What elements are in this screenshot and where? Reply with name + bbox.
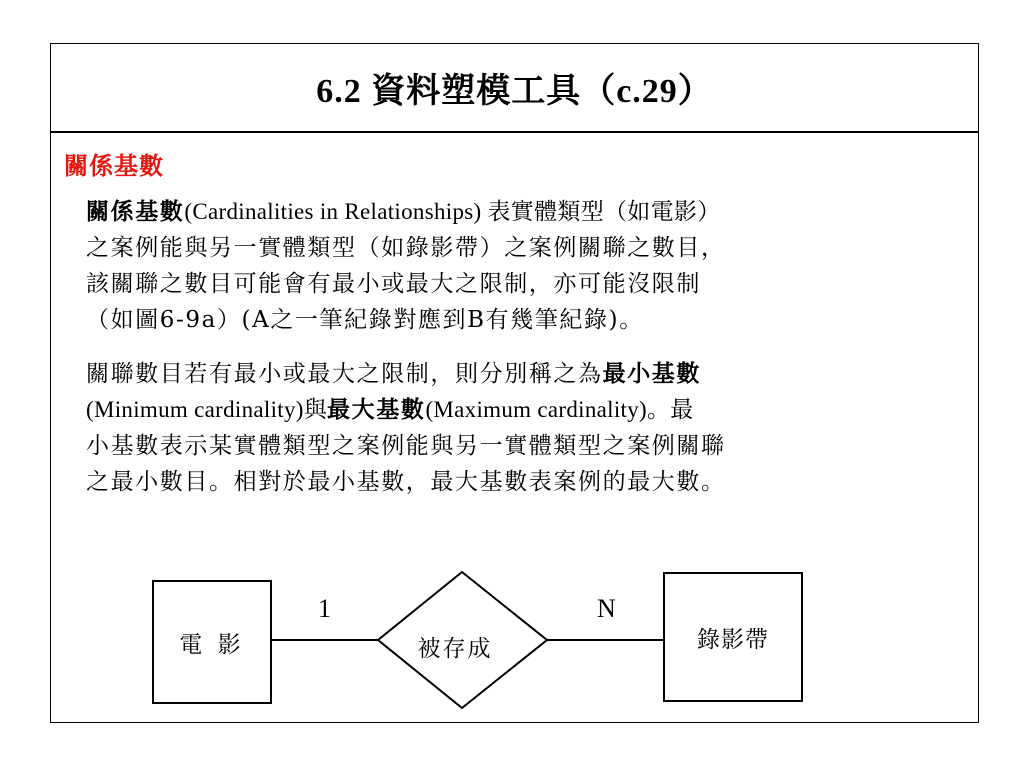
paragraph2-line2-a: (Minimum cardinality)與 (86, 397, 328, 422)
page-title: 6.2 資料塑模工具（c.29） (316, 73, 713, 110)
paragraph2-line4: 之最小數目。相對於最小基數，最大基數表案例的最大數。 (86, 469, 726, 495)
paragraph1-line2: 之案例能與另一實體類型（如錄影帶）之案例關聯之數目， (86, 235, 726, 261)
paragraph2-line3: 小基數表示某實體類型之案例能與另一實體類型之案例關聯 (86, 433, 726, 459)
paragraph1-line4: （如圖6-9a）(A之一筆紀錄對應到B有幾筆紀錄)。 (86, 307, 644, 333)
paragraph1-line1-rest: (Cardinalities in Relationships) 表實體類型（如電影） (184, 199, 721, 224)
entity-videotape-label: 錄影帶 (697, 626, 769, 653)
relationship-label: 被存成 (417, 636, 493, 662)
entity-videotape (663, 572, 803, 702)
paragraph2-line1-plain: 關聯數目若有最小或最大之限制，則分別稱之為 (86, 361, 603, 387)
cardinality-right: N (597, 594, 616, 623)
entity-movie-label: 電 影 (179, 631, 245, 658)
paragraph1-line3: 該關聯之數目可能會有最小或最大之限制，亦可能沒限制 (86, 271, 701, 297)
term-minimum-cardinality: 最小基數 (602, 360, 702, 387)
entity-movie (152, 580, 272, 704)
term-maximum-cardinality: 最大基數 (327, 396, 426, 423)
term-cardinality: 關係基數 (86, 198, 185, 225)
paragraph2-line2-b: (Maximum cardinality)。最 (425, 397, 694, 422)
section-heading: 關係基數 (64, 151, 164, 180)
cardinality-left: 1 (318, 594, 331, 623)
